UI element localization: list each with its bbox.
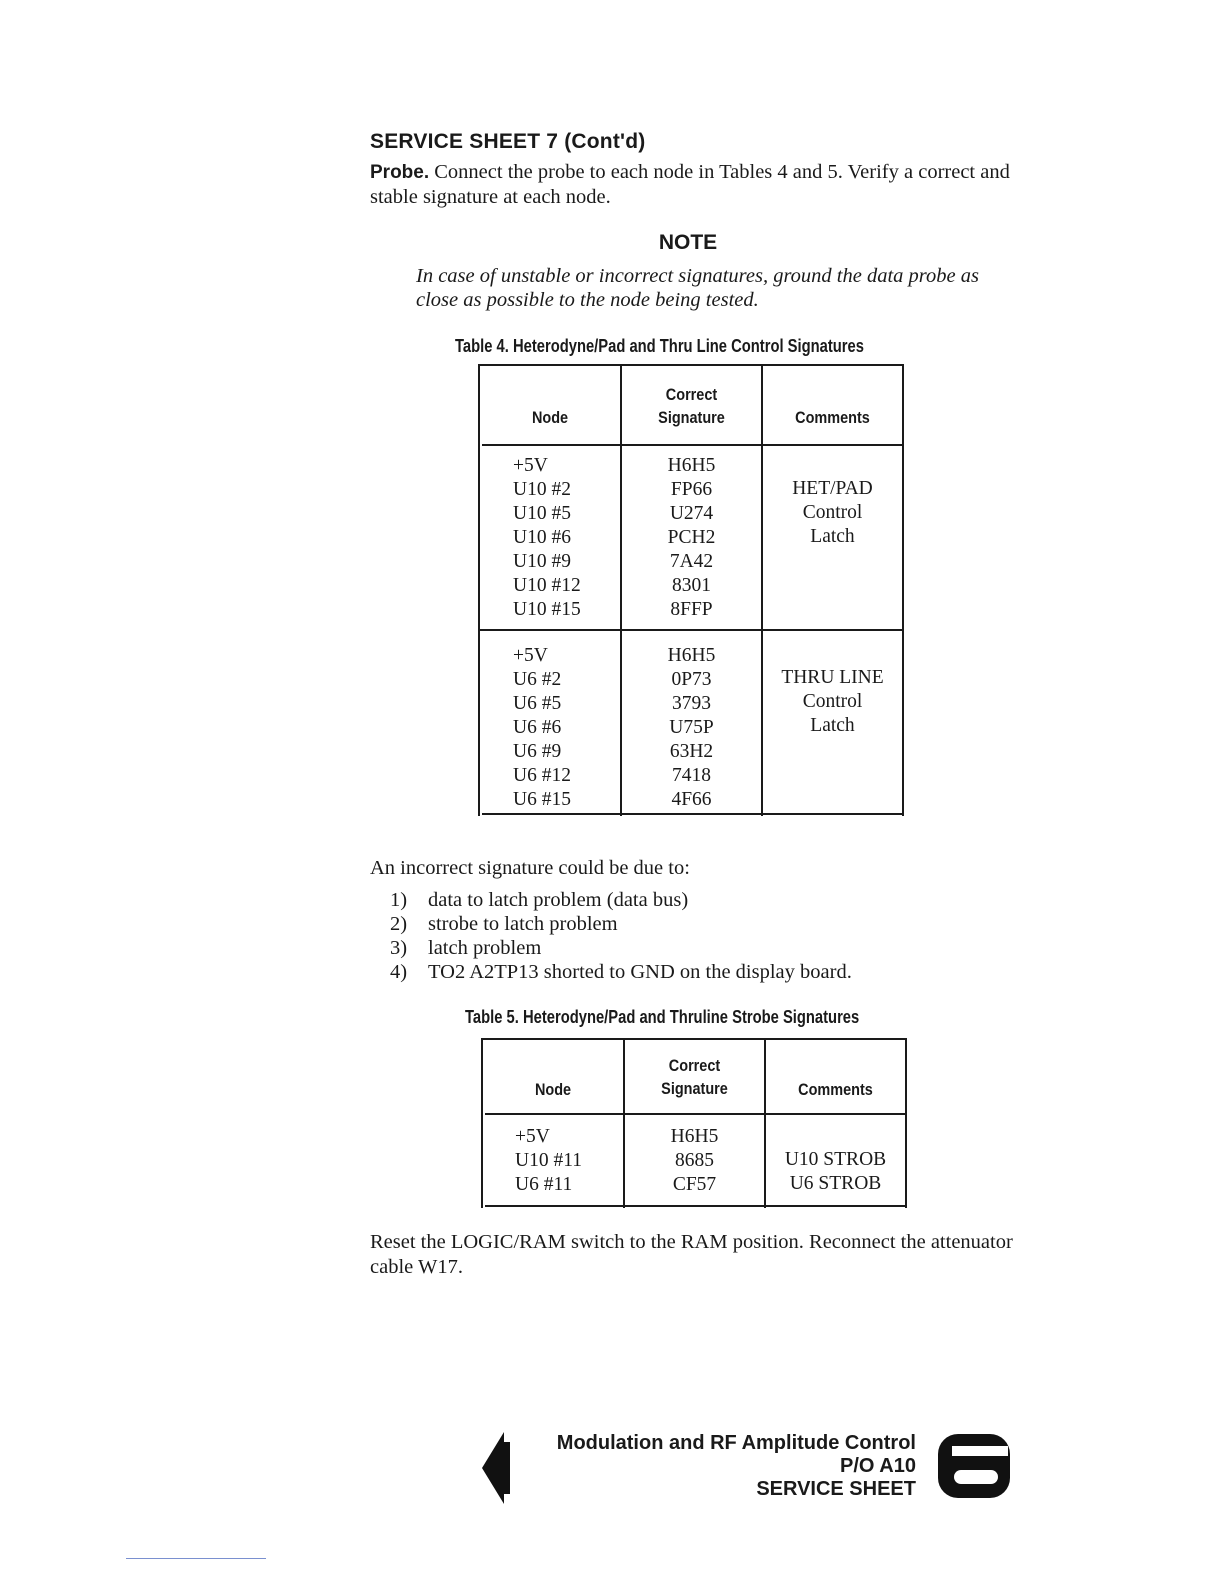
causes-list: [390, 888, 852, 984]
list-number: 1): [390, 889, 408, 911]
table-cell: HET/PAD: [792, 478, 873, 499]
table-cell: 8FFP: [670, 599, 713, 620]
list-text: TO2 A2TP13 shorted to GND on the display board.: [428, 961, 852, 983]
table-cell: U10 STROB: [784, 1149, 887, 1170]
table-cell: H6H5: [667, 645, 716, 666]
table4-group2-nodes: [513, 644, 571, 812]
list-item: [390, 912, 852, 936]
table-cell: 0P73: [671, 669, 712, 690]
table-cell: U10 #11: [515, 1150, 582, 1171]
table4-group2-signatures: [622, 644, 761, 812]
table-cell: Latch: [810, 526, 855, 547]
list-text: latch problem: [428, 937, 542, 959]
list-text: strobe to latch problem: [428, 913, 618, 935]
table-cell: U10 #5: [513, 503, 571, 524]
table-cell: +5V: [513, 645, 548, 666]
table4-caption: Table 4. Heterodyne/Pad and Thru Line Control Signatures: [455, 336, 864, 356]
table-cell: +5V: [513, 455, 548, 476]
table5: [481, 1038, 911, 1208]
back-arrow-icon[interactable]: [482, 1432, 518, 1504]
list-item: [390, 936, 852, 960]
table-cell: +5V: [515, 1126, 550, 1147]
table5-header-node: Node: [534, 1080, 572, 1099]
note-text: In case of unstable or incorrect signatures, ground the data probe as close as possible to the node being tested.: [416, 265, 979, 311]
table-cell: U10 #6: [513, 527, 571, 548]
table4-header-signature-line2: Signature: [658, 408, 725, 427]
table-cell: U6 #6: [513, 717, 562, 738]
table-cell: FP66: [670, 479, 713, 500]
table-cell: U75P: [669, 717, 714, 738]
page-title: SERVICE SHEET 7 (Cont'd): [370, 130, 646, 153]
table5-header-comments: Comments: [798, 1080, 873, 1099]
table-cell: U10 #12: [513, 575, 581, 596]
footer-line2: P/O A10: [840, 1455, 916, 1477]
table-cell: U10 #9: [513, 551, 571, 572]
table-cell: U10 #15: [513, 599, 581, 620]
table-cell: U6 #11: [515, 1174, 573, 1195]
table-cell: Control: [802, 691, 863, 712]
table4-header-signature-line1: Correct: [665, 385, 718, 404]
table4-group2-comments: [763, 666, 902, 738]
table-cell: H6H5: [667, 455, 716, 476]
table5-nodes: [515, 1125, 582, 1197]
table-cell: 63H2: [669, 741, 714, 762]
closing-paragraph: Reset the LOGIC/RAM switch to the RAM position. Reconnect the attenuator cable W17.: [370, 1231, 1013, 1278]
footer-line1: Modulation and RF Amplitude Control: [556, 1432, 916, 1454]
footer-line3: SERVICE SHEET: [756, 1478, 916, 1500]
table5-caption: Table 5. Heterodyne/Pad and Thruline Strobe Signatures: [465, 1007, 860, 1027]
sheet-number-badge: [936, 1430, 1012, 1502]
list-number: 2): [390, 913, 408, 935]
divider: [126, 1558, 266, 1559]
table5-header-signature-line2: Signature: [661, 1079, 728, 1098]
table4-group1-comments: [763, 477, 902, 549]
list-number: 3): [390, 937, 408, 959]
table-cell: U274: [669, 503, 714, 524]
table-cell: 4F66: [671, 789, 712, 810]
table-cell: U10 #2: [513, 479, 571, 500]
probe-text: Connect the probe to each node in Tables 4 and 5. Verify a correct and stable signature at each node.: [370, 161, 1010, 208]
table-cell: 3793: [672, 693, 711, 714]
table-cell: 8685: [675, 1150, 714, 1171]
footer-title: [557, 1432, 916, 1501]
causes-intro: An incorrect signature could be due to:: [370, 857, 690, 879]
probe-lead: Probe.: [370, 162, 430, 183]
list-number: 4): [390, 961, 408, 983]
table-cell: CF57: [672, 1174, 717, 1195]
table4-header-node: Node: [531, 408, 569, 427]
table-cell: U6 #2: [513, 669, 562, 690]
table4-header-comments: Comments: [795, 408, 870, 427]
table-cell: U6 #15: [513, 789, 571, 810]
table4: [478, 364, 908, 816]
table-cell: U6 #9: [513, 741, 562, 762]
list-text: data to latch problem (data bus): [428, 889, 689, 911]
table-cell: Latch: [810, 715, 855, 736]
table-cell: THRU LINE: [781, 667, 884, 688]
table-cell: Control: [802, 502, 863, 523]
table5-header-signature-line1: Correct: [668, 1056, 721, 1075]
list-item: [390, 888, 852, 912]
table5-signatures: [625, 1125, 764, 1197]
note-title: NOTE: [658, 231, 718, 254]
table-cell: PCH2: [667, 527, 716, 548]
table5-header-signature: [635, 1054, 753, 1100]
table-cell: U6 #12: [513, 765, 571, 786]
table-cell: 7418: [672, 765, 711, 786]
table-cell: 8301: [672, 575, 711, 596]
table4-group1-signatures: [622, 454, 761, 622]
table-cell: U6 STROB: [789, 1173, 882, 1194]
table-cell: U6 #5: [513, 693, 562, 714]
list-item: [390, 960, 852, 984]
table4-group1-nodes: [513, 454, 581, 622]
table4-header-signature: [632, 383, 750, 429]
table-cell: 7A42: [669, 551, 714, 572]
table-cell: H6H5: [670, 1126, 719, 1147]
table5-comments: [766, 1148, 905, 1196]
probe-paragraph: [370, 160, 1020, 210]
